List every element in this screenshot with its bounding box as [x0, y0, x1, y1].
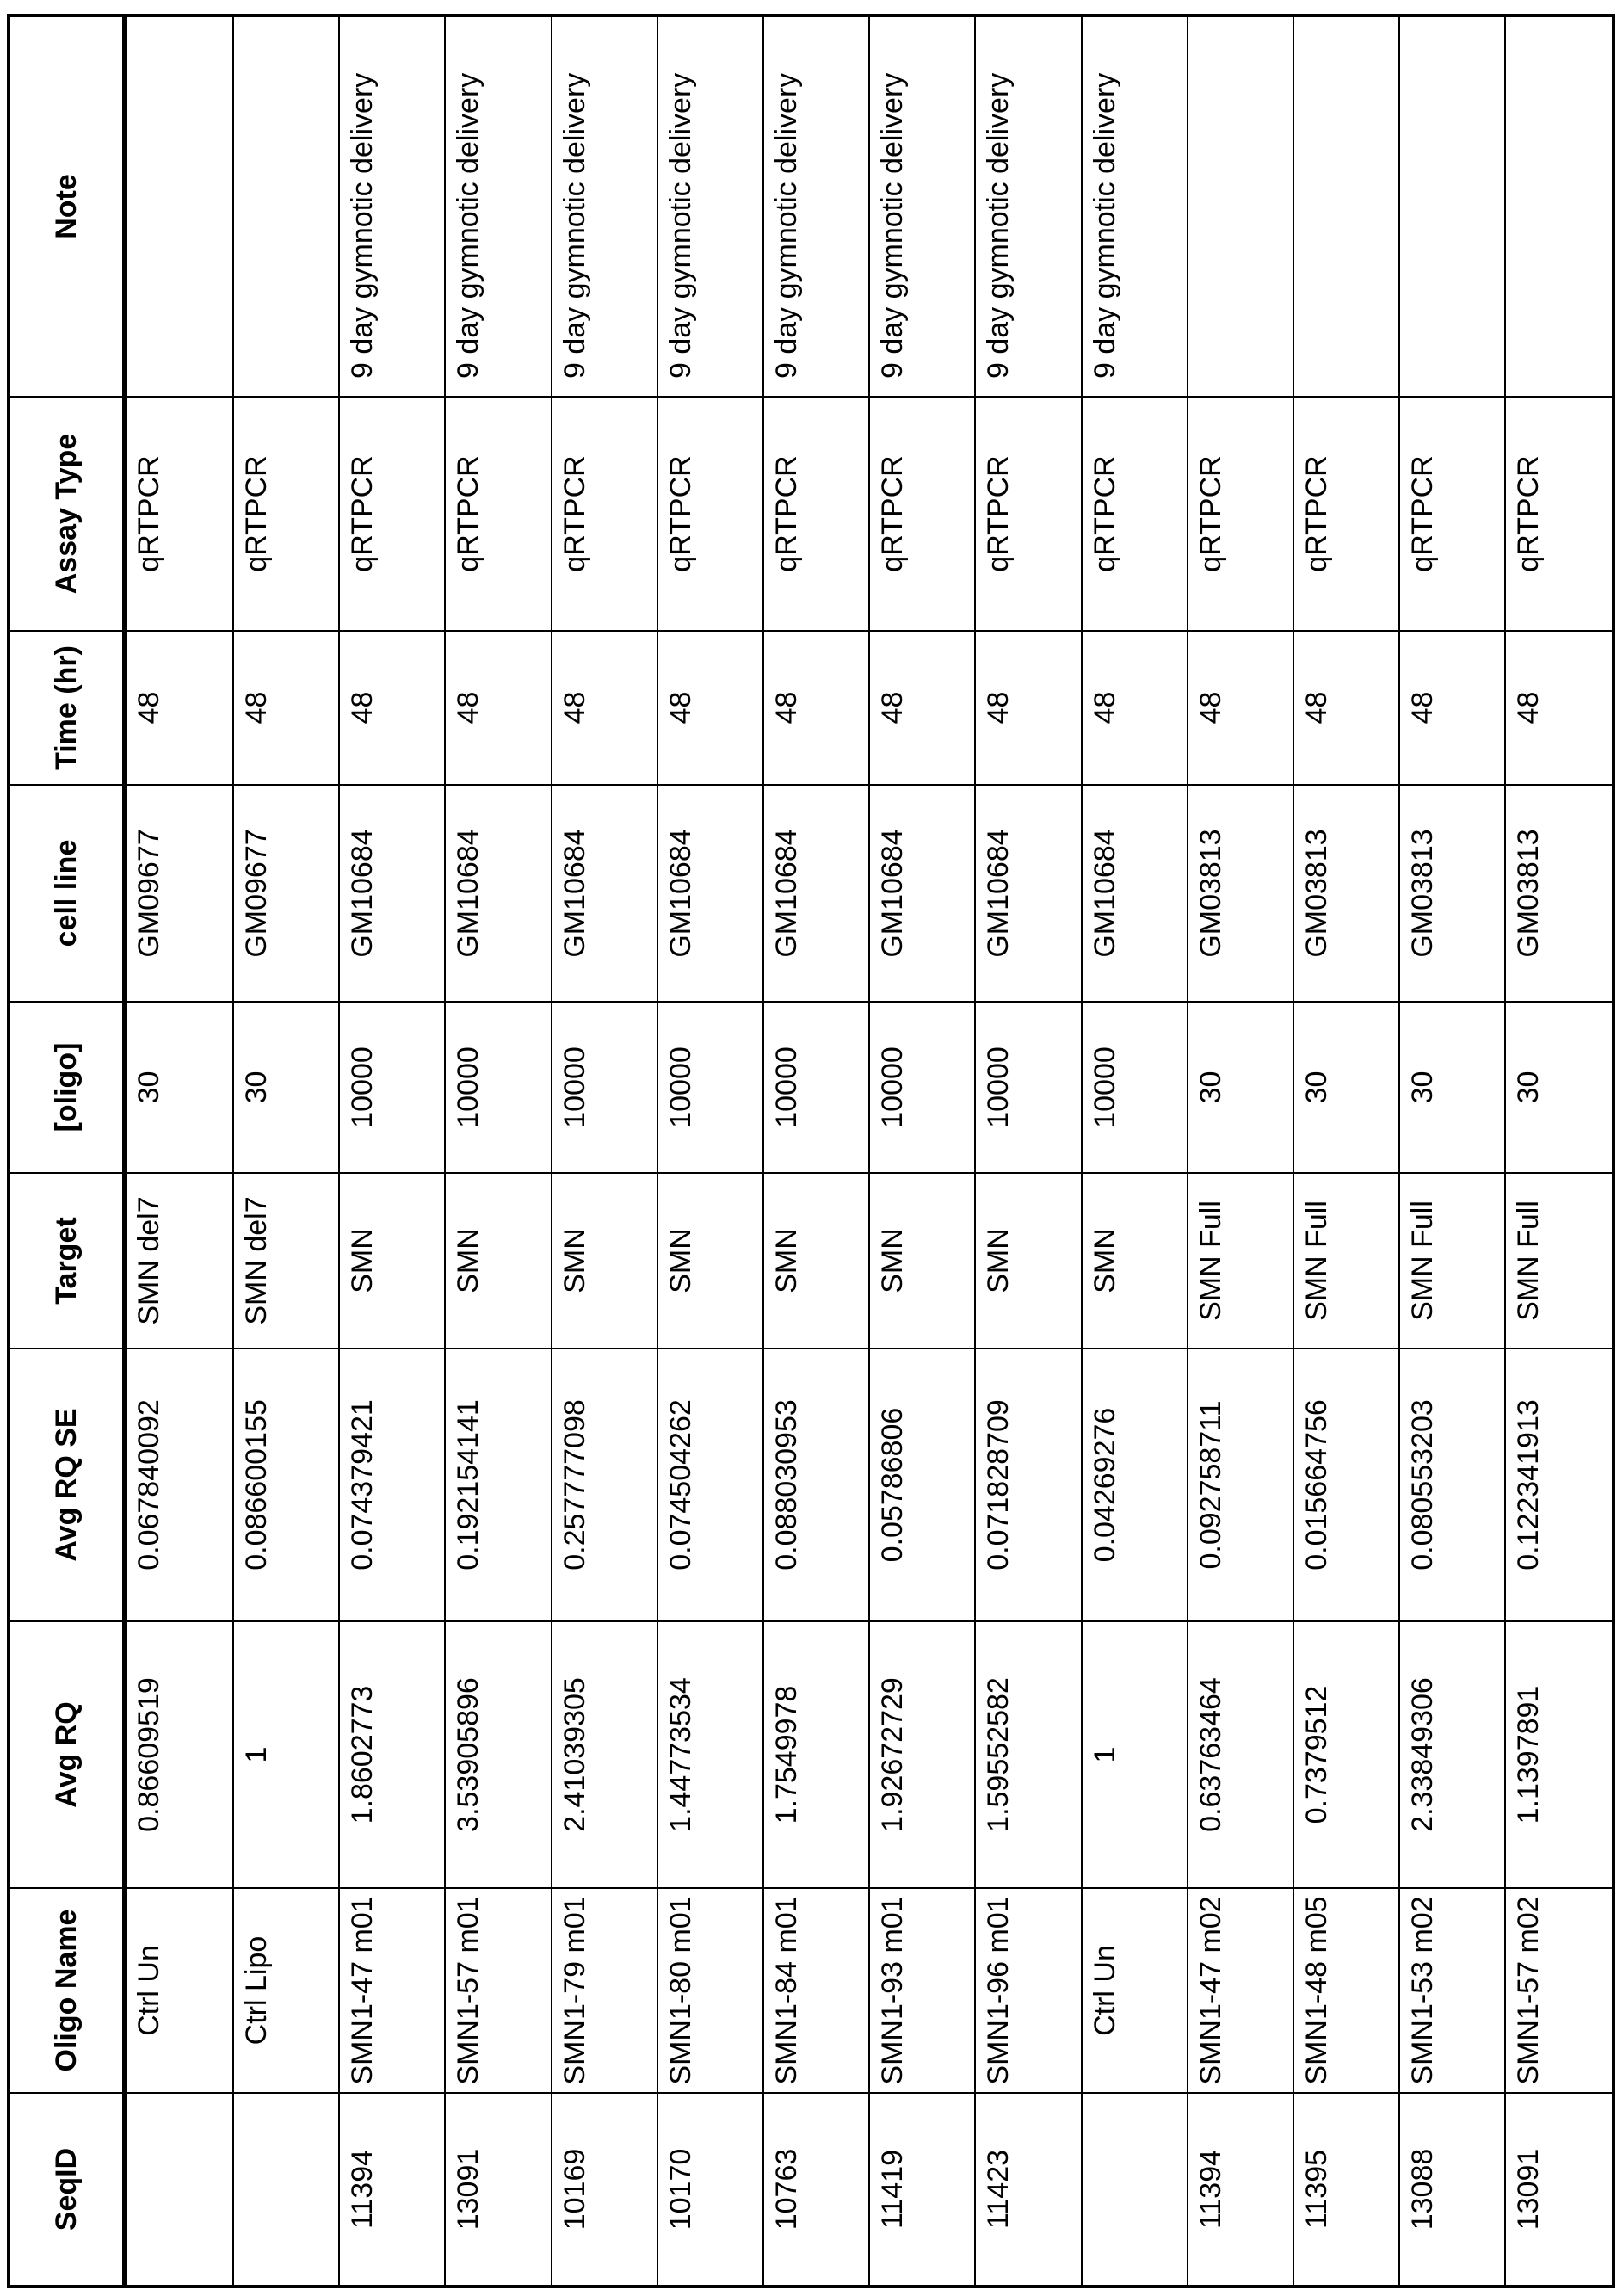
cell-avg-rq: 3.53905896 — [445, 1621, 551, 1888]
cell-seqid: 11419 — [869, 2093, 975, 2287]
cell-avg-rq-se: 0.086600155 — [233, 1349, 339, 1621]
cell-oligo-name: SMN1-47 m02 — [1188, 1888, 1293, 2093]
cell-target: SMN — [975, 1173, 1081, 1349]
cell-cell-line: GM03813 — [1505, 785, 1614, 1002]
cell-avg-rq-se: 0.092758711 — [1188, 1349, 1293, 1621]
cell-time: 48 — [552, 631, 657, 785]
cell-assay-type: qRTPCR — [1293, 397, 1399, 631]
cell-cell-line: GM10684 — [657, 785, 763, 1002]
cell-oligo-conc: 10000 — [763, 1002, 869, 1173]
cell-avg-rq: 0.7379512 — [1293, 1621, 1399, 1888]
cell-oligo-name: SMN1-47 m01 — [339, 1888, 445, 2093]
cell-avg-rq: 1.59552582 — [975, 1621, 1081, 1888]
cell-cell-line: GM10684 — [869, 785, 975, 1002]
table-row — [445, 15, 551, 2287]
cell-target: SMN Full — [1188, 1173, 1293, 1349]
cell-oligo-name: Ctrl Un — [1082, 1888, 1188, 2093]
cell-oligo-conc: 10000 — [869, 1002, 975, 1173]
header-cell-line: cell line — [9, 785, 125, 1002]
cell-assay-type: qRTPCR — [233, 397, 339, 631]
cell-seqid: 11394 — [339, 2093, 445, 2287]
cell-target: SMN Full — [1399, 1173, 1505, 1349]
table-row — [125, 15, 234, 2287]
table-row — [1293, 15, 1399, 2287]
cell-oligo-conc: 30 — [125, 1002, 234, 1173]
cell-time: 48 — [125, 631, 234, 785]
cell-oligo-conc: 30 — [233, 1002, 339, 1173]
cell-assay-type: qRTPCR — [869, 397, 975, 631]
cell-oligo-conc: 30 — [1293, 1002, 1399, 1173]
cell-seqid: 11423 — [975, 2093, 1081, 2287]
cell-oligo-name: SMN1-96 m01 — [975, 1888, 1081, 2093]
cell-assay-type: qRTPCR — [339, 397, 445, 631]
cell-note: 9 day gymnotic delivery — [975, 15, 1081, 397]
cell-oligo-name: SMN1-48 m05 — [1293, 1888, 1399, 2093]
cell-avg-rq-se: 0.067840092 — [125, 1349, 234, 1621]
header-row — [9, 15, 125, 2287]
cell-time: 48 — [1399, 631, 1505, 785]
cell-note — [1188, 15, 1293, 397]
cell-oligo-conc: 30 — [1399, 1002, 1505, 1173]
cell-note — [125, 15, 234, 397]
header-avg-rq-se: Avg RQ SE — [9, 1349, 125, 1621]
cell-time: 48 — [1293, 631, 1399, 785]
cell-note: 9 day gymnotic delivery — [869, 15, 975, 397]
cell-seqid — [233, 2093, 339, 2287]
cell-cell-line: GM10684 — [339, 785, 445, 1002]
cell-oligo-name: Ctrl Un — [125, 1888, 234, 2093]
cell-note — [233, 15, 339, 397]
cell-assay-type: qRTPCR — [1188, 397, 1293, 631]
cell-oligo-conc: 10000 — [975, 1002, 1081, 1173]
cell-avg-rq: 0.86609519 — [125, 1621, 234, 1888]
cell-note — [1293, 15, 1399, 397]
cell-cell-line: GM03813 — [1188, 785, 1293, 1002]
cell-oligo-conc: 30 — [1188, 1002, 1293, 1173]
cell-avg-rq-se: 0.074379421 — [339, 1349, 445, 1621]
cell-oligo-name: SMN1-80 m01 — [657, 1888, 763, 2093]
table-row — [657, 15, 763, 2287]
header-note: Note — [9, 15, 125, 397]
cell-target: SMN Full — [1293, 1173, 1399, 1349]
cell-avg-rq: 1.7549978 — [763, 1621, 869, 1888]
cell-target: SMN del7 — [125, 1173, 234, 1349]
cell-note: 9 day gymnotic delivery — [339, 15, 445, 397]
cell-avg-rq-se: 0.071828709 — [975, 1349, 1081, 1621]
table-row — [763, 15, 869, 2287]
cell-target: SMN — [763, 1173, 869, 1349]
header-assay-type: Assay Type — [9, 397, 125, 631]
cell-oligo-conc: 10000 — [552, 1002, 657, 1173]
cell-oligo-name: Ctrl Lipo — [233, 1888, 339, 2093]
cell-oligo-name: SMN1-53 m02 — [1399, 1888, 1505, 2093]
cell-time: 48 — [975, 631, 1081, 785]
cell-avg-rq: 1.1397891 — [1505, 1621, 1614, 1888]
header-oligo-name: Oligo Name — [9, 1888, 125, 2093]
cell-cell-line: GM03813 — [1293, 785, 1399, 1002]
cell-seqid: 10170 — [657, 2093, 763, 2287]
cell-target: SMN — [1082, 1173, 1188, 1349]
cell-target: SMN del7 — [233, 1173, 339, 1349]
cell-seqid: 13088 — [1399, 2093, 1505, 2287]
cell-note: 9 day gymnotic delivery — [552, 15, 657, 397]
cell-time: 48 — [1188, 631, 1293, 785]
cell-assay-type: qRTPCR — [552, 397, 657, 631]
header-avg-rq: Avg RQ — [9, 1621, 125, 1888]
cell-target: SMN — [657, 1173, 763, 1349]
cell-assay-type: qRTPCR — [125, 397, 234, 631]
cell-cell-line: GM10684 — [552, 785, 657, 1002]
cell-seqid: 13091 — [445, 2093, 551, 2287]
cell-time: 48 — [763, 631, 869, 785]
cell-time: 48 — [1082, 631, 1188, 785]
header-target: Target — [9, 1173, 125, 1349]
cell-time: 48 — [657, 631, 763, 785]
cell-assay-type: qRTPCR — [763, 397, 869, 631]
cell-avg-rq-se: 0.015664756 — [1293, 1349, 1399, 1621]
cell-cell-line: GM10684 — [763, 785, 869, 1002]
table-row — [1188, 15, 1293, 2287]
header-oligo-conc: [oligo] — [9, 1002, 125, 1173]
cell-cell-line: GM03813 — [1399, 785, 1505, 1002]
cell-oligo-conc: 10000 — [339, 1002, 445, 1173]
cell-oligo-name: SMN1-79 m01 — [552, 1888, 657, 2093]
cell-assay-type: qRTPCR — [975, 397, 1081, 631]
cell-oligo-conc: 10000 — [657, 1002, 763, 1173]
table-row — [1505, 15, 1614, 2287]
cell-seqid: 11395 — [1293, 2093, 1399, 2287]
table-row — [552, 15, 657, 2287]
cell-assay-type: qRTPCR — [1505, 397, 1614, 631]
cell-avg-rq: 1.8602773 — [339, 1621, 445, 1888]
cell-target: SMN — [869, 1173, 975, 1349]
cell-seqid — [1082, 2093, 1188, 2287]
cell-avg-rq-se: 0.088030953 — [763, 1349, 869, 1621]
cell-cell-line: GM09677 — [125, 785, 234, 1002]
cell-note: 9 day gymnotic delivery — [657, 15, 763, 397]
cell-avg-rq-se: 0.04269276 — [1082, 1349, 1188, 1621]
table-row — [339, 15, 445, 2287]
cell-avg-rq: 1 — [1082, 1621, 1188, 1888]
cell-avg-rq-se: 0.080553203 — [1399, 1349, 1505, 1621]
cell-note — [1399, 15, 1505, 397]
cell-oligo-conc: 10000 — [1082, 1002, 1188, 1173]
cell-seqid: 11394 — [1188, 2093, 1293, 2287]
cell-avg-rq-se: 0.122341913 — [1505, 1349, 1614, 1621]
cell-seqid: 10169 — [552, 2093, 657, 2287]
header-seqid: SeqID — [9, 2093, 125, 2287]
cell-avg-rq: 1.92672729 — [869, 1621, 975, 1888]
cell-seqid: 13091 — [1505, 2093, 1614, 2287]
cell-assay-type: qRTPCR — [657, 397, 763, 631]
table-row — [1399, 15, 1505, 2287]
cell-target: SMN — [445, 1173, 551, 1349]
cell-seqid — [125, 2093, 234, 2287]
cell-time: 48 — [445, 631, 551, 785]
cell-oligo-conc: 10000 — [445, 1002, 551, 1173]
cell-target: SMN — [552, 1173, 657, 1349]
cell-time: 48 — [339, 631, 445, 785]
cell-target: SMN Full — [1505, 1173, 1614, 1349]
cell-note — [1505, 15, 1614, 397]
cell-avg-rq: 0.63763464 — [1188, 1621, 1293, 1888]
cell-cell-line: GM10684 — [1082, 785, 1188, 1002]
cell-oligo-name: SMN1-57 m02 — [1505, 1888, 1614, 2093]
cell-time: 48 — [233, 631, 339, 785]
cell-seqid: 10763 — [763, 2093, 869, 2287]
cell-assay-type: qRTPCR — [1082, 397, 1188, 631]
cell-oligo-name: SMN1-57 m01 — [445, 1888, 551, 2093]
cell-oligo-name: SMN1-93 m01 — [869, 1888, 975, 2093]
cell-oligo-conc: 30 — [1505, 1002, 1614, 1173]
table-row — [869, 15, 975, 2287]
table-row — [233, 15, 339, 2287]
cell-note: 9 day gymnotic delivery — [445, 15, 551, 397]
cell-avg-rq: 2.41039305 — [552, 1621, 657, 1888]
cell-time: 48 — [1505, 631, 1614, 785]
table-row — [1082, 15, 1188, 2287]
oligo-results-table — [7, 14, 1615, 2288]
cell-avg-rq-se: 0.192154141 — [445, 1349, 551, 1621]
cell-avg-rq-se: 0.074504262 — [657, 1349, 763, 1621]
rotated-table-container — [7, 17, 1615, 2288]
cell-avg-rq-se: 0.05786806 — [869, 1349, 975, 1621]
cell-assay-type: qRTPCR — [445, 397, 551, 631]
cell-note: 9 day gymnotic delivery — [763, 15, 869, 397]
cell-cell-line: GM10684 — [445, 785, 551, 1002]
cell-cell-line: GM09677 — [233, 785, 339, 1002]
cell-avg-rq-se: 0.257777098 — [552, 1349, 657, 1621]
cell-avg-rq: 2.33849306 — [1399, 1621, 1505, 1888]
cell-target: SMN — [339, 1173, 445, 1349]
cell-time: 48 — [869, 631, 975, 785]
table-row — [975, 15, 1081, 2287]
cell-avg-rq: 1 — [233, 1621, 339, 1888]
header-time: Time (hr) — [9, 631, 125, 785]
cell-assay-type: qRTPCR — [1399, 397, 1505, 631]
cell-avg-rq: 1.44773534 — [657, 1621, 763, 1888]
cell-note: 9 day gymnotic delivery — [1082, 15, 1188, 397]
cell-oligo-name: SMN1-84 m01 — [763, 1888, 869, 2093]
cell-cell-line: GM10684 — [975, 785, 1081, 1002]
